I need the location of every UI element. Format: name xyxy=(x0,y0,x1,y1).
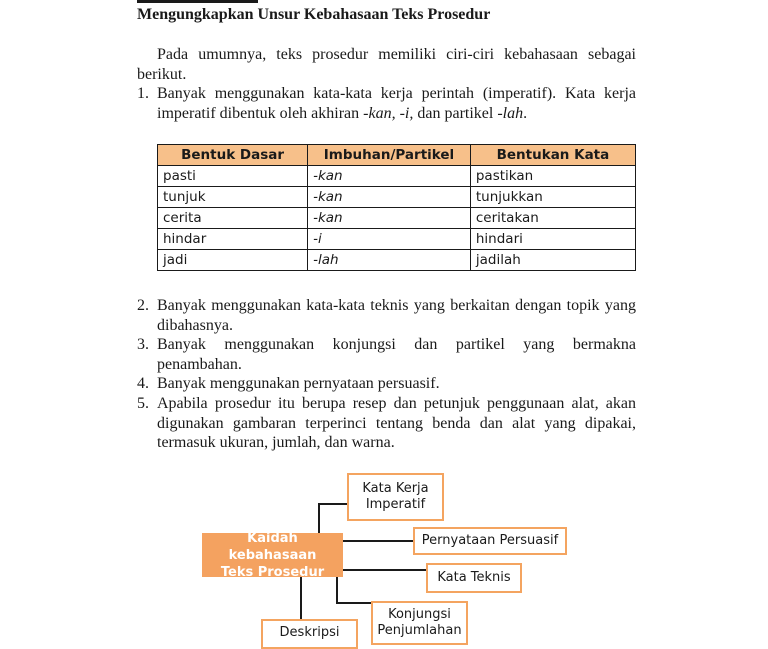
box-kata-kerja: Kata Kerja Imperatif xyxy=(347,473,444,521)
table-row xyxy=(158,166,636,187)
table-cell: -kan xyxy=(308,166,471,187)
connector-line xyxy=(343,540,414,542)
connector-line xyxy=(343,569,427,571)
box-konjungsi: Konjungsi Penjumlahan xyxy=(371,601,468,645)
box-kaidah-main: Kaidah kebahasaan Teks Prosedur xyxy=(202,533,343,577)
col-header: Bentuk Dasar xyxy=(158,145,308,166)
top-rule xyxy=(137,0,258,3)
table-row xyxy=(158,229,636,250)
connector-line xyxy=(300,577,302,620)
list-item-4 xyxy=(137,374,636,394)
table-cell: pasti xyxy=(158,166,308,187)
table-cell: hindari xyxy=(470,229,635,250)
table-cell: hindar xyxy=(158,229,308,250)
table-cell: -lah xyxy=(308,250,471,271)
section-heading: Mengungkapkan Unsur Kebahasaan Teks Prosedur xyxy=(137,6,491,23)
box-kata-teknis: Kata Teknis xyxy=(426,563,522,593)
list-number: 4. xyxy=(137,375,149,392)
list-item-1 xyxy=(137,84,636,123)
list-number: 2. xyxy=(137,297,149,314)
table-row xyxy=(158,250,636,271)
table-row xyxy=(158,187,636,208)
list-text: Banyak menggunakan konjungsi dan partikel yang bermakna penambahan. xyxy=(157,336,636,373)
list-item-5 xyxy=(137,394,636,453)
box-deskripsi: Deskripsi xyxy=(261,619,358,649)
list-number: 1. xyxy=(137,85,149,102)
list-number: 3. xyxy=(137,336,149,353)
list-text: Banyak menggunakan pernyataan persuasif. xyxy=(157,375,440,392)
intro-paragraph: Pada umumnya, teks prosedur memiliki ciri-ciri kebahasaan sebagai berikut. xyxy=(137,46,636,83)
list-text: Banyak menggunakan kata-kata teknis yang berkaitan dengan topik yang dibahasnya. xyxy=(157,297,636,334)
list-item-2 xyxy=(137,296,636,335)
connector-line xyxy=(318,503,348,505)
table-cell: -i xyxy=(308,229,471,250)
col-header: Bentukan Kata xyxy=(470,145,635,166)
connector-line xyxy=(336,602,372,604)
table-row xyxy=(158,208,636,229)
table-cell: jadi xyxy=(158,250,308,271)
list-item-3 xyxy=(137,335,636,374)
table-cell: -kan xyxy=(308,208,471,229)
col-header: Imbuhan/Partikel xyxy=(308,145,471,166)
table-cell: -kan xyxy=(308,187,471,208)
list-text: Apabila prosedur itu berupa resep dan petunjuk penggunaan alat, akan digunakan gambaran terperinci tentang benda dan alat yang dipakai, termasuk ukuran, jumlah, dan warna. xyxy=(157,395,636,451)
table-header-row xyxy=(158,145,636,166)
box-persuasif: Pernyataan Persuasif xyxy=(413,527,567,555)
kata-table xyxy=(157,144,636,271)
table-cell: cerita xyxy=(158,208,308,229)
list-text: Banyak menggunakan kata-kata kerja perintah (imperatif). Kata kerja imperatif dibentuk oleh akhiran -kan, -i, dan partikel -lah. xyxy=(157,85,636,122)
table-cell: pastikan xyxy=(470,166,635,187)
list-number: 5. xyxy=(137,395,149,412)
connector-line xyxy=(336,577,338,603)
table-cell: jadilah xyxy=(470,250,635,271)
table-cell: tunjukkan xyxy=(470,187,635,208)
table-cell: tunjuk xyxy=(158,187,308,208)
table-cell: ceritakan xyxy=(470,208,635,229)
